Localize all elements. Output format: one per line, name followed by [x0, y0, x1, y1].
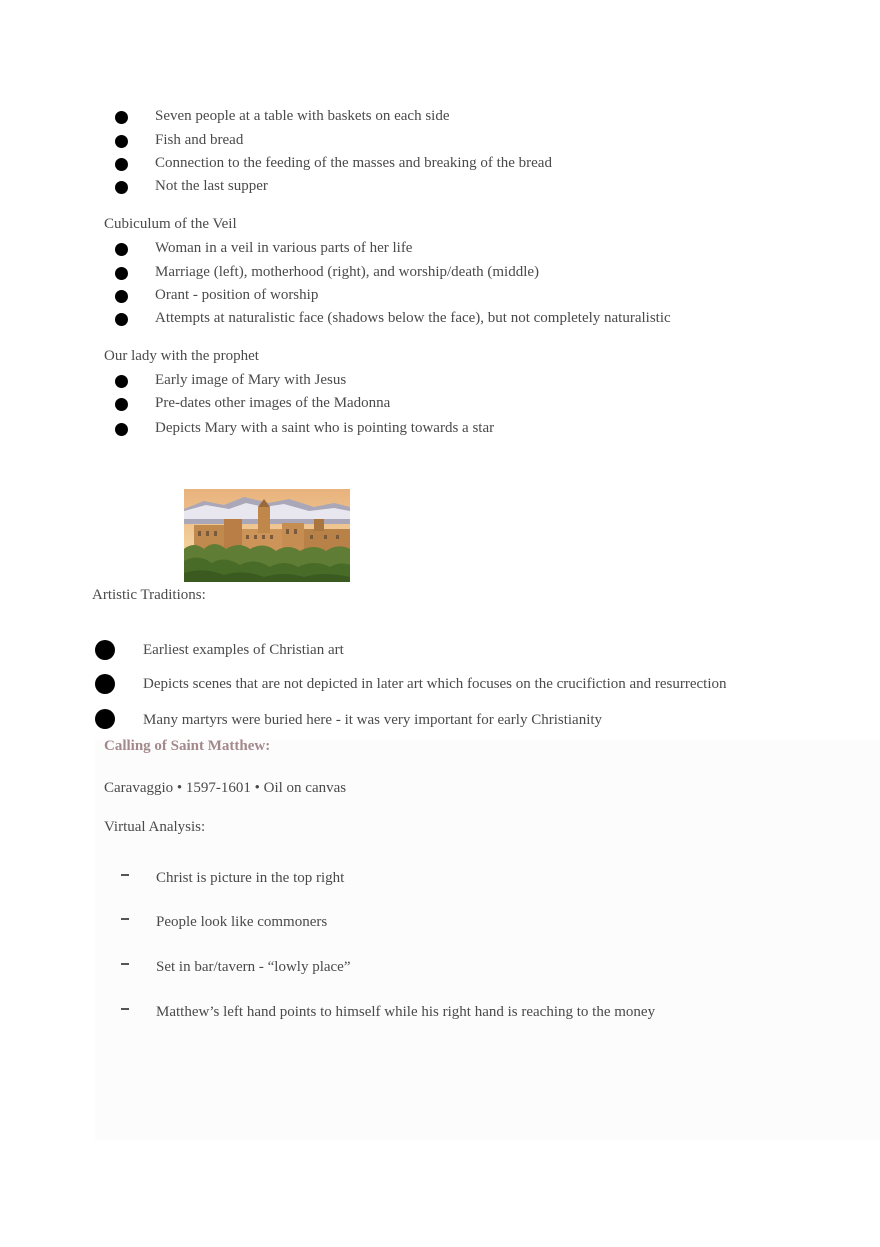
bullet-icon [115, 398, 128, 411]
list-item: Connection to the feeding of the masses and breaking of the bread [155, 155, 552, 171]
list-item: People look like commoners [156, 914, 328, 930]
list-item: Marriage (left), motherhood (right), and worship/death (middle) [155, 264, 540, 280]
alhambra-photo [184, 489, 350, 582]
list-item: Early image of Mary with Jesus [155, 372, 347, 388]
dash-icon [121, 874, 129, 876]
list-item: Depicts Mary with a saint who is pointing towards a star [155, 420, 495, 436]
bullet-icon [115, 135, 128, 148]
list-item: Seven people at a table with baskets on each side [155, 108, 450, 124]
analysis-label: Virtual Analysis: [104, 819, 206, 835]
bullet-icon [95, 709, 115, 729]
list-item: Not the last supper [155, 178, 268, 194]
list-item: Matthew’s left hand points to himself while his right hand is reaching to the money [156, 1004, 656, 1020]
bullet-icon [115, 267, 128, 280]
section-title: Our lady with the prophet [104, 348, 259, 364]
section-title: Artistic Traditions: [92, 587, 206, 603]
artwork-heading: Calling of Saint Matthew: [104, 738, 271, 754]
bullet-icon [115, 375, 128, 388]
list-item: Pre-dates other images of the Madonna [155, 395, 391, 411]
bullet-icon [115, 158, 128, 171]
list-item: Christ is picture in the top right [156, 870, 345, 886]
shaded-block [95, 740, 880, 1140]
bullet-icon [115, 181, 128, 194]
dash-icon [121, 963, 129, 965]
bullet-icon [115, 423, 128, 436]
dash-icon [121, 918, 129, 920]
bullet-icon [115, 313, 128, 326]
bullet-icon [115, 111, 128, 124]
dash-icon [121, 1008, 129, 1010]
list-item: Woman in a veil in various parts of her life [155, 240, 413, 256]
list-item: Many martyrs were buried here - it was very important for early Christianity [143, 712, 603, 728]
bullet-icon [115, 243, 128, 256]
artwork-meta: Caravaggio • 1597-1601 • Oil on canvas [104, 780, 347, 796]
list-item: Depicts scenes that are not depicted in later art which focuses on the crucifiction and resurrection [143, 676, 727, 692]
section-title: Cubiculum of the Veil [104, 216, 237, 232]
list-item: Attempts at naturalistic face (shadows below the face), but not completely naturalistic [155, 310, 671, 326]
bullet-icon [95, 640, 115, 660]
list-item: Orant - position of worship [155, 287, 319, 303]
list-item: Fish and bread [155, 132, 244, 148]
list-item: Earliest examples of Christian art [143, 642, 344, 658]
list-item: Set in bar/tavern - “lowly place” [156, 959, 351, 975]
bullet-icon [115, 290, 128, 303]
bullet-icon [95, 674, 115, 694]
